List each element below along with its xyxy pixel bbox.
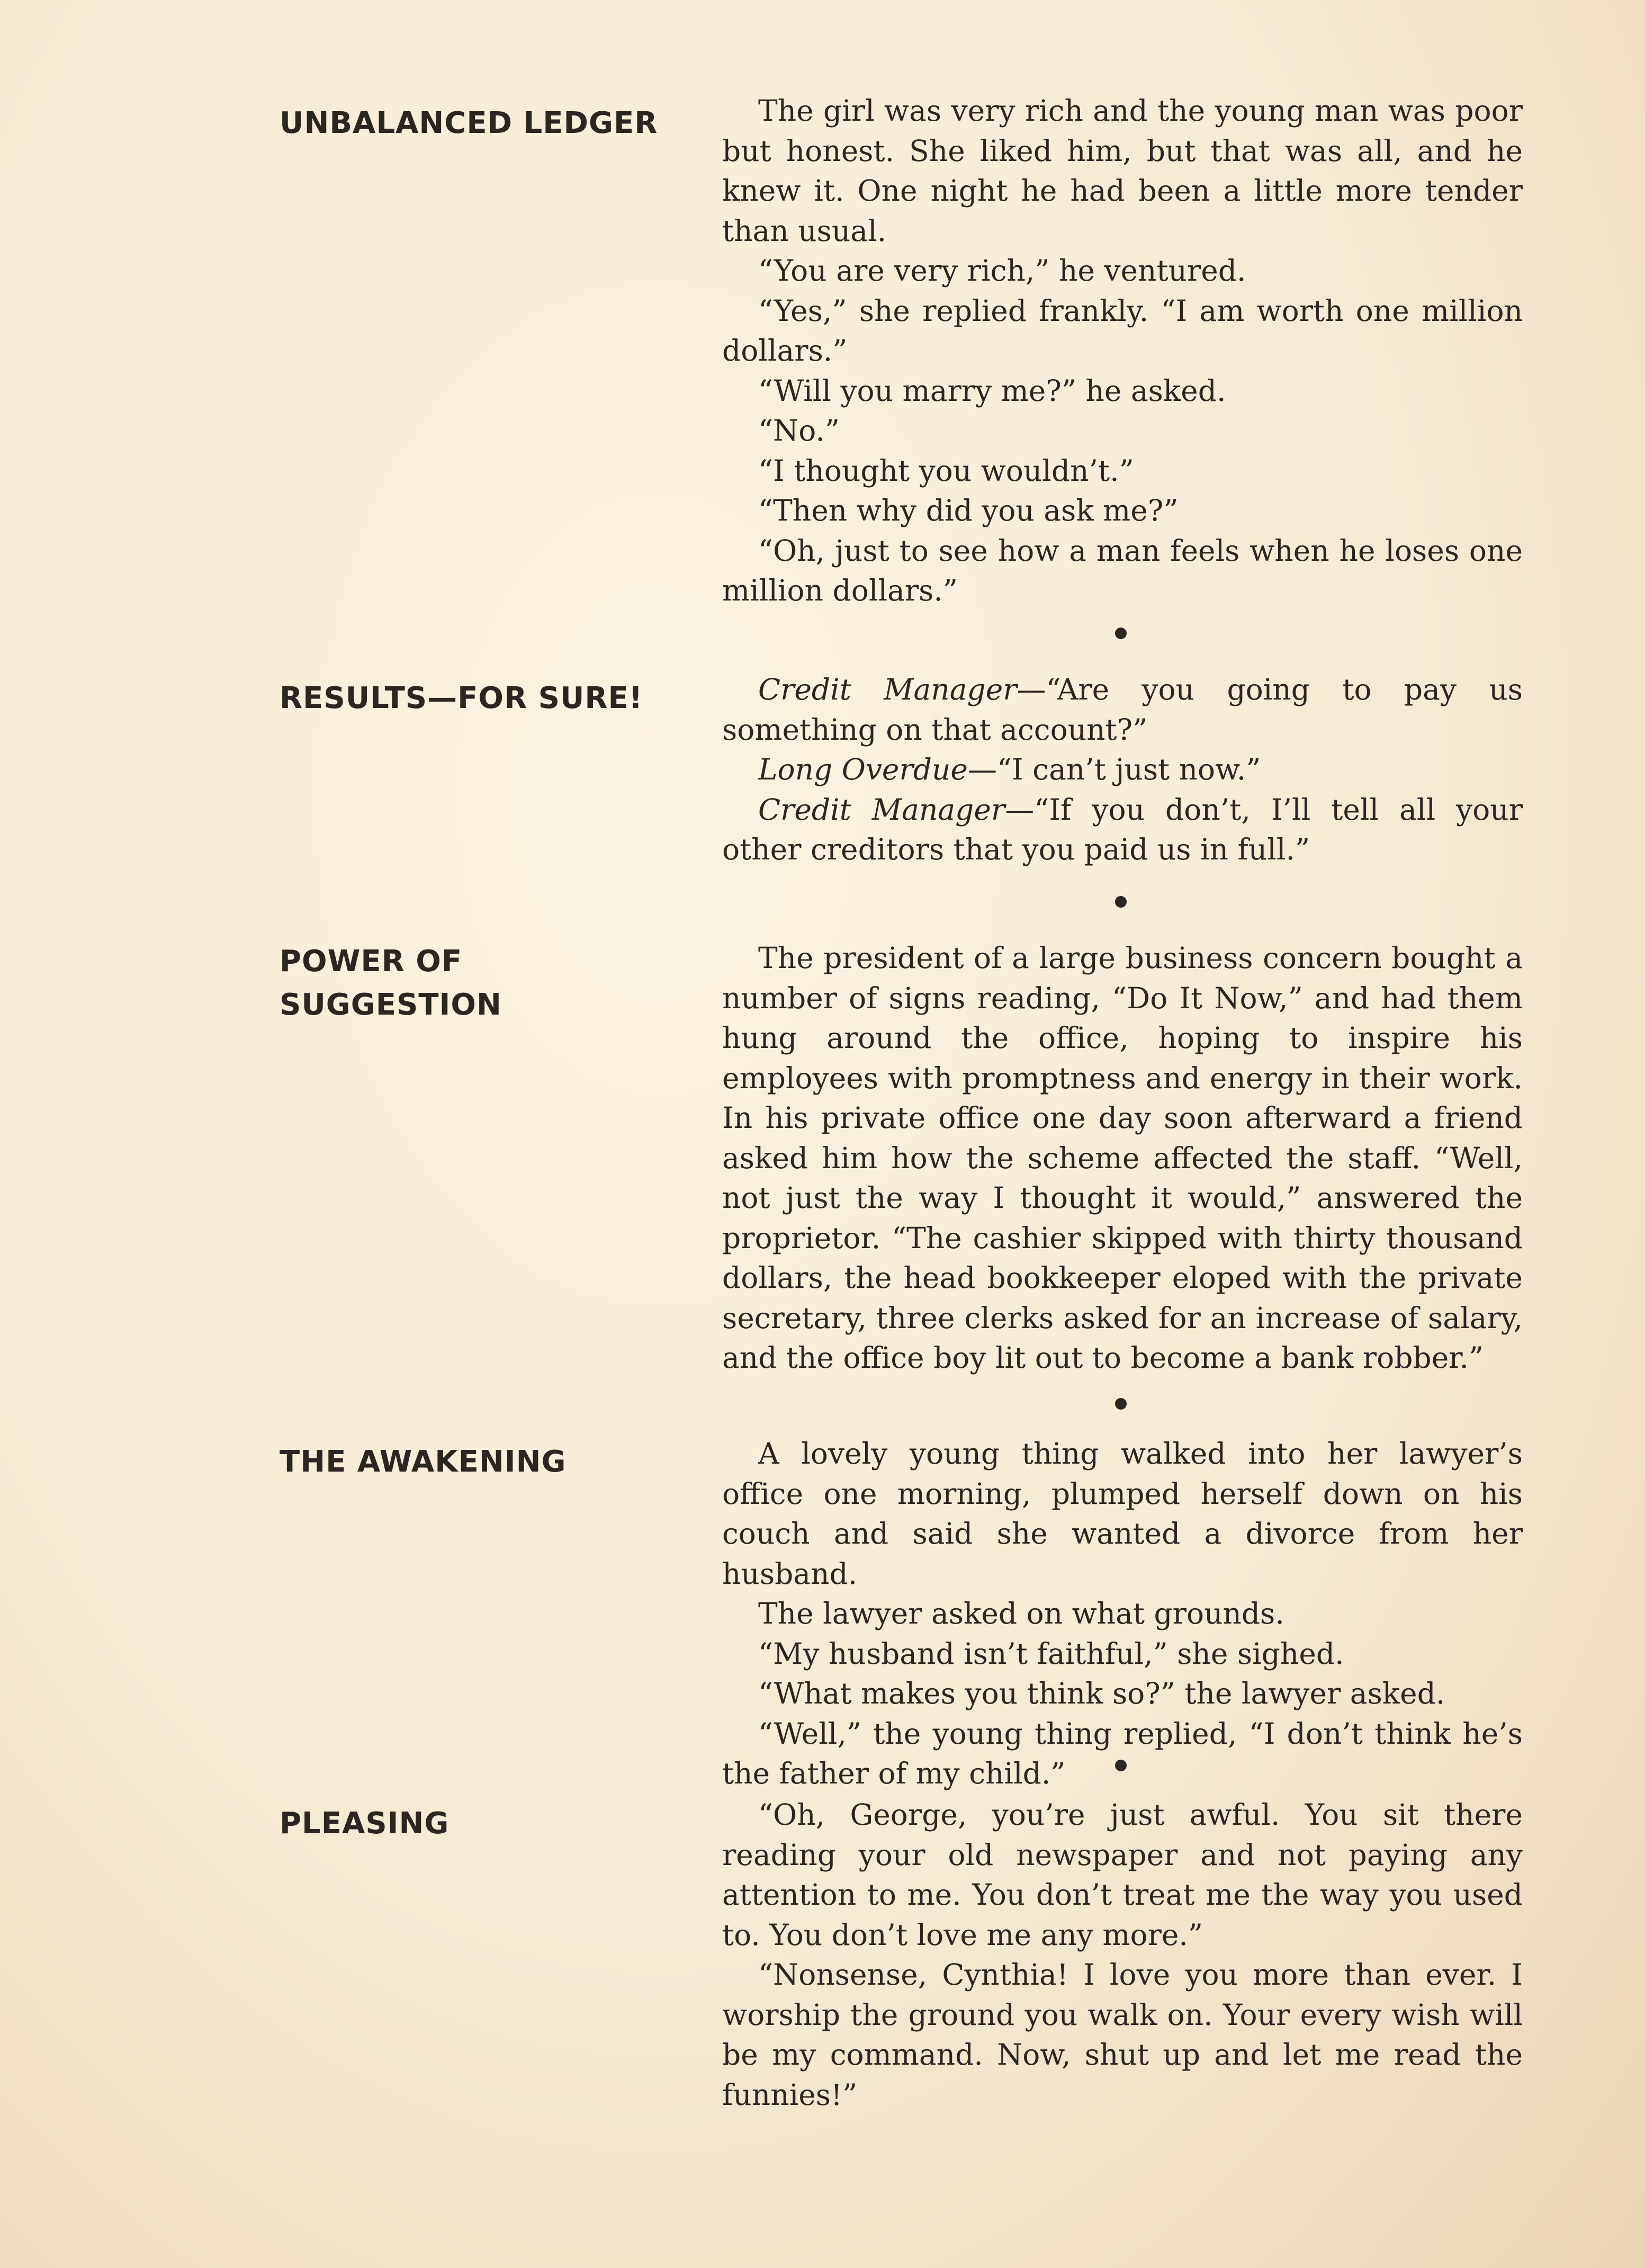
section-separator-dot bbox=[1115, 896, 1127, 908]
paragraph: “My husband isn’t faithful,” she sighed. bbox=[758, 1636, 1344, 1671]
paragraph: “No.” bbox=[758, 414, 840, 447]
line-text: —“If you don’t, I’ll tell all your other creditors that you paid us in full.” bbox=[722, 792, 1523, 866]
section-heading-results-for-sure: RESULTS—FOR SURE! bbox=[280, 681, 643, 715]
paragraph: The lawyer asked on what grounds. bbox=[758, 1597, 1284, 1630]
paragraph: “What makes you think so?” the lawyer asked. bbox=[758, 1677, 1445, 1710]
section-body-results-for-sure bbox=[722, 670, 1523, 870]
line-text: —“I can’t just now.” bbox=[967, 752, 1261, 786]
section-heading-the-awakening: THE AWAKENING bbox=[280, 1445, 567, 1479]
section-separator-dot bbox=[1115, 627, 1127, 639]
section-heading-unbalanced-ledger: UNBALANCED LEDGER bbox=[280, 106, 658, 140]
dialogue-line bbox=[722, 790, 1523, 870]
speaker: Credit Manager bbox=[758, 673, 1017, 706]
paragraph: A lovely young thing walked into her lawyer’s office one morning, plumped herself down on his couch and said she wanted a divorce from her husband. bbox=[722, 1437, 1523, 1591]
dialogue-line bbox=[722, 750, 1523, 790]
paragraph: “Yes,” she replied frankly. “I am worth one million dollars.” bbox=[722, 293, 1523, 367]
section-body-pleasing bbox=[722, 1795, 1523, 2115]
paragraph: “Oh, just to see how a man feels when he loses one million dollars.” bbox=[722, 533, 1523, 607]
paragraph: “Oh, George, you’re just awful. You sit there reading your old newspaper and not paying any attention to me. You don’t treat me the way you used to. You don’t love me any more.” bbox=[722, 1798, 1523, 1952]
paragraph: The girl was very rich and the young man was poor but honest. She liked him, but that was all, and he knew it. One night he had been a little more tender than usual. bbox=[722, 94, 1523, 248]
speaker: Long Overdue bbox=[758, 752, 968, 786]
section-heading-pleasing: PLEASING bbox=[280, 1806, 450, 1841]
line-text: —“Are you going to pay us something on that account?” bbox=[722, 673, 1523, 747]
section-body-power-of-suggestion bbox=[722, 938, 1523, 1378]
heading-line: POWER OF bbox=[280, 944, 463, 979]
paragraph: The president of a large business concern bought a number of signs reading, “Do It Now,” and had them hung around the office, hoping to inspire his employees with promptness and energy in their work. In his private office one day soon afterward a friend asked him how the scheme affected the staff. “Well, not just the way I thought it would,” answered the proprietor. “The cashier skipped with thirty thousand dollars, the head bookkeeper eloped with the private secretary, three clerks asked for an increase of salary, and the office boy lit out to become a bank robber.” bbox=[722, 941, 1523, 1375]
section-heading-power-of-suggestion bbox=[280, 940, 502, 1027]
paragraph: “Nonsense, Cynthia! I love you more than ever. I worship the ground you walk on. Your every wish will be my command. Now, shut up and let me read the funnies!” bbox=[722, 1958, 1523, 2112]
section-body-the-awakening bbox=[722, 1434, 1523, 1794]
paragraph: “Then why did you ask me?” bbox=[758, 494, 1179, 527]
section-body-unbalanced-ledger bbox=[722, 91, 1523, 611]
heading-line: SUGGESTION bbox=[280, 988, 502, 1022]
paragraph: “Well,” the young thing replied, “I don’t think he’s the father of my child.” bbox=[722, 1716, 1523, 1790]
section-separator-dot bbox=[1115, 1398, 1127, 1410]
paragraph: “You are very rich,” he ventured. bbox=[758, 254, 1246, 288]
dialogue-line bbox=[722, 670, 1523, 750]
speaker: Credit Manager bbox=[758, 792, 1005, 827]
paragraph: “I thought you wouldn’t.” bbox=[758, 453, 1134, 488]
section-separator-dot bbox=[1115, 1760, 1127, 1771]
paragraph: “Will you marry me?” he asked. bbox=[758, 373, 1226, 408]
